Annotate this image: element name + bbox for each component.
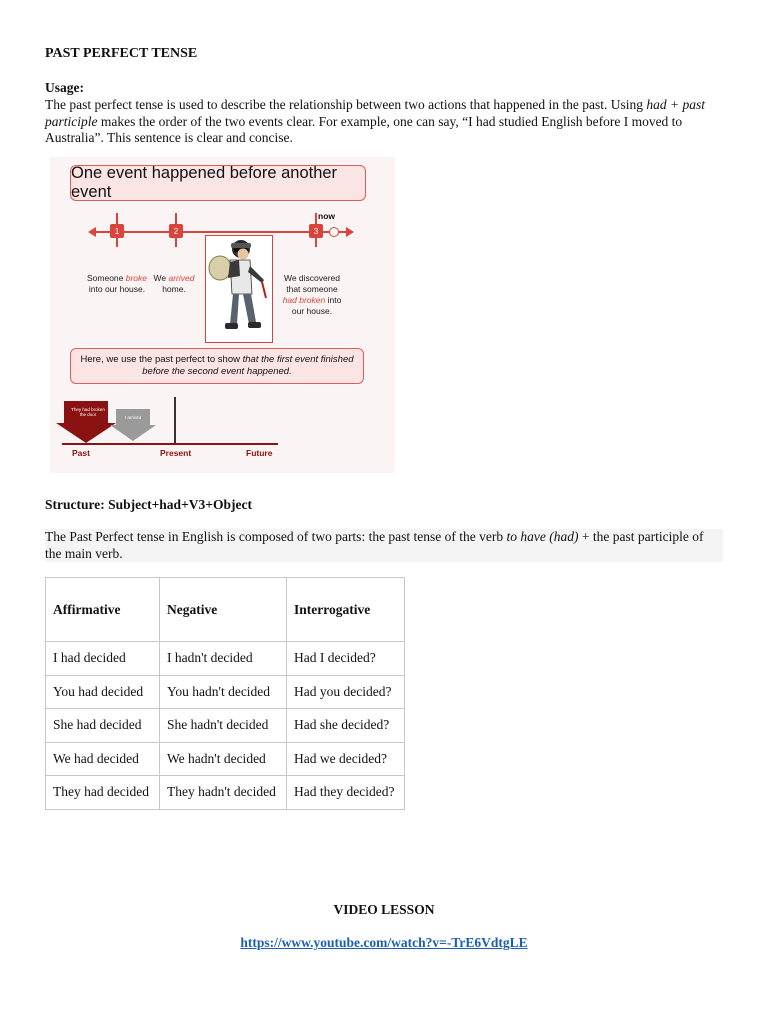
label-future: Future: [246, 448, 273, 458]
label-present: Present: [160, 448, 192, 458]
table-header-row: [46, 578, 405, 642]
past-arrow-icon: [110, 409, 156, 441]
table-cell: I had decided: [46, 642, 160, 676]
event-2-verb: arrived: [168, 273, 195, 283]
table-cell: Had they decided?: [287, 776, 405, 810]
usage-text-part2: makes the order of the two events clear. For example, one can say, “I had studied English before I moved to Australia”. This sentence is clear and concise.: [45, 113, 683, 145]
table-cell: You had decided: [46, 675, 160, 709]
usage-text-italic: had + past participle: [45, 97, 705, 129]
video-lesson-link[interactable]: https://www.youtube.com/watch?v=-TrE6VdtgLE: [240, 935, 528, 950]
timeline-left-arrow-icon: [88, 227, 96, 237]
structure-heading: Structure: Subject+had+V3+Object: [45, 497, 252, 512]
event-2-text: [150, 273, 198, 295]
header-negative: Negative: [160, 578, 287, 642]
table-cell: I hadn't decided: [160, 642, 287, 676]
past-perfect-illustration: [50, 157, 395, 473]
now-marker-icon: [329, 227, 339, 237]
timeline-marker-2: 2: [169, 224, 183, 238]
table-cell: They hadn't decided: [160, 776, 287, 810]
figure-note: [70, 348, 364, 384]
event-2-a: We: [153, 273, 169, 283]
timeline-marker-3: 3: [309, 224, 323, 238]
structure-paragraph: [45, 529, 723, 562]
header-affirmative: Affirmative: [46, 578, 160, 642]
event-1-b: into our house.: [88, 284, 146, 294]
event-1-verb: broke: [125, 273, 147, 283]
table-cell: Had you decided?: [287, 675, 405, 709]
arrow-2-text: I arrived: [124, 415, 142, 420]
now-label: now: [318, 211, 335, 221]
note-text-italic: that the first event finished before the second event happened.: [142, 353, 354, 377]
event-2-b: home.: [162, 284, 186, 294]
note-text-a: Here, we use the past perfect to show: [80, 353, 243, 365]
usage-heading: Usage:: [45, 80, 84, 95]
table-row: [46, 776, 405, 810]
usage-paragraph: [45, 97, 725, 147]
table-cell: She had decided: [46, 709, 160, 743]
header-interrogative: Interrogative: [287, 578, 405, 642]
timeline-right-arrow-icon: [346, 227, 354, 237]
arrow-1-text: They had broken the door: [71, 407, 105, 417]
table-row: [46, 742, 405, 776]
event-3-a: We discovered that someone: [283, 273, 341, 294]
event-3-b: into our house.: [291, 295, 342, 316]
table-cell: They had decided: [46, 776, 160, 810]
event-1-text: [80, 273, 154, 295]
present-divider: [174, 397, 176, 443]
tense-arrows-graphic: [50, 399, 180, 445]
table-cell: Had she decided?: [287, 709, 405, 743]
burglar-image: [205, 235, 273, 343]
tense-axis-line: [62, 443, 278, 445]
page-title: PAST PERFECT TENSE: [45, 46, 198, 61]
event-3-verb: had broken: [282, 295, 326, 305]
timeline-marker-1: 1: [110, 224, 124, 238]
table-row: [46, 642, 405, 676]
label-past: Past: [72, 448, 90, 458]
structure-text-part1: The Past Perfect tense in English is composed of two parts: the past tense of the verb: [45, 529, 507, 544]
event-1-a: Someone: [86, 273, 126, 283]
table-cell: Had I decided?: [287, 642, 405, 676]
table-cell: We hadn't decided: [160, 742, 287, 776]
table-cell: You hadn't decided: [160, 675, 287, 709]
structure-text-part2: + the past participle of the main verb.: [45, 529, 704, 561]
video-lesson-heading: VIDEO LESSON: [333, 902, 435, 917]
usage-text-part1: The past perfect tense is used to describe the relationship between two actions that happened in the past. Using: [45, 97, 647, 112]
event-3-text: [276, 273, 348, 317]
table-row: [46, 675, 405, 709]
table-cell: We had decided: [46, 742, 160, 776]
burglar-icon: [206, 236, 272, 342]
structure-text-italic: to have (had): [506, 529, 579, 544]
table-row: [46, 709, 405, 743]
table-cell: Had we decided?: [287, 742, 405, 776]
figure-heading: One event happened before another event: [70, 165, 366, 201]
conjugation-table: [45, 577, 405, 810]
table-cell: She hadn't decided: [160, 709, 287, 743]
